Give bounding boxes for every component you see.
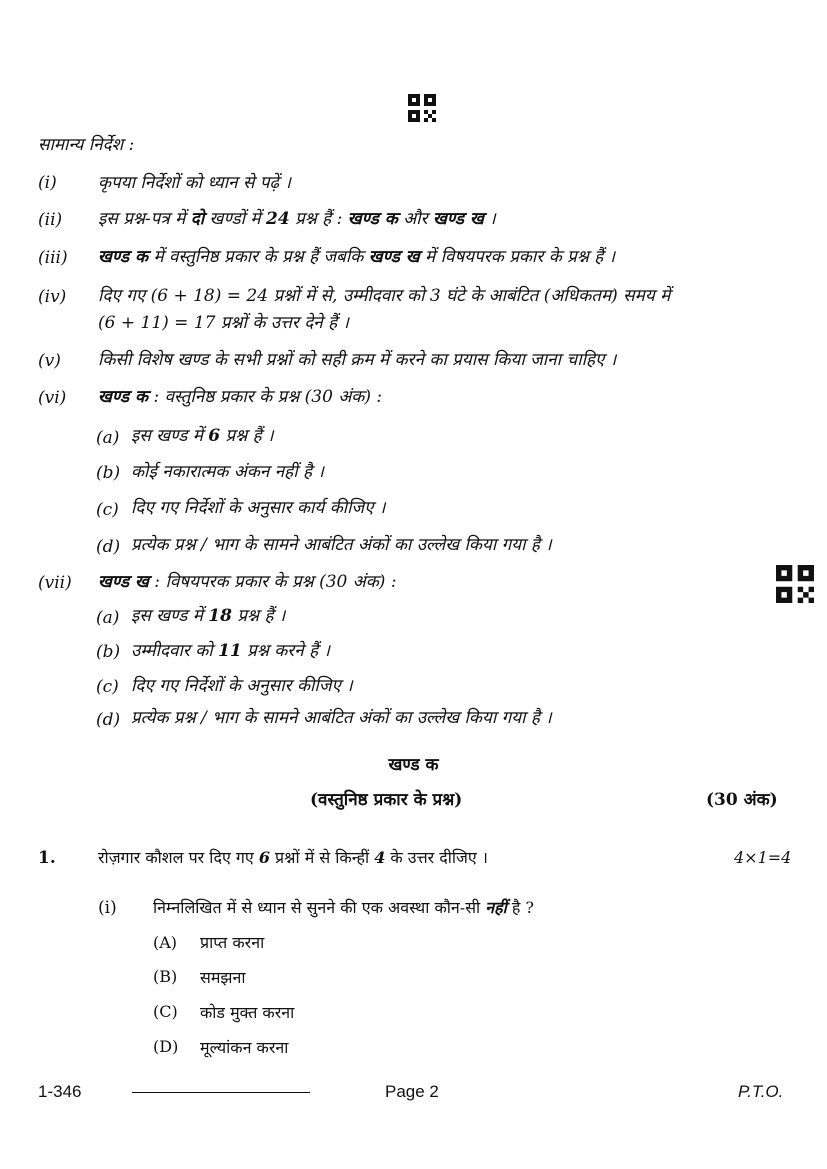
section-subtitle: (वस्तुनिष्ठ प्रकार के प्रश्न) bbox=[310, 790, 463, 810]
sub-item-number: (b) bbox=[96, 642, 121, 662]
instruction-number: (vi) bbox=[38, 388, 67, 408]
sub-item-number: (d) bbox=[96, 537, 121, 557]
sub-item-number: (a) bbox=[96, 428, 120, 448]
sub-item-text: प्रत्येक प्रश्न / भाग के सामने आबंटित अंकों का उल्लेख किया गया है । bbox=[131, 708, 552, 728]
sub-item-number: (b) bbox=[96, 463, 121, 483]
instruction-text: कृपया निर्देशों को ध्यान से पढ़ें । bbox=[98, 173, 291, 193]
sub-item-text: कोई नकारात्मक अंकन नहीं है । bbox=[131, 462, 324, 482]
instruction-text: किसी विशेष खण्ड के सभी प्रश्नों को सही क्रम में करने का प्रयास किया जाना चाहिए । bbox=[98, 350, 617, 370]
instruction-text-cont: (6 + 11) = 17 प्रश्नों के उत्तर देने हैं । bbox=[98, 313, 349, 333]
sub-item-number: (c) bbox=[96, 677, 119, 697]
footer-code: 1-346 bbox=[38, 1082, 82, 1101]
sub-item-text: दिए गए निर्देशों के अनुसार कार्य कीजिए । bbox=[131, 498, 386, 518]
instruction-text: इस प्रश्न-पत्र में दो खण्डों में 24 प्रश्न हैं : खण्ड क और खण्ड ख । bbox=[98, 209, 496, 229]
sub-item-text: प्रत्येक प्रश्न / भाग के सामने आबंटित अंकों का उल्लेख किया गया है । bbox=[131, 535, 552, 555]
question-text: रोज़गार कौशल पर दिए गए 6 प्रश्नों में से किन्हीं 4 के उत्तर दीजिए । bbox=[98, 848, 488, 867]
question-number: 1. bbox=[38, 848, 56, 868]
option-text: मूल्यांकन करना bbox=[200, 1038, 289, 1057]
option-text: कोड मुक्त करना bbox=[200, 1003, 295, 1022]
instruction-number: (iii) bbox=[38, 248, 68, 268]
sub-question-number: (i) bbox=[98, 898, 117, 918]
sub-item-number: (c) bbox=[96, 500, 119, 520]
option-text: समझना bbox=[200, 968, 246, 987]
question-marks: 4×1=4 bbox=[734, 848, 792, 867]
instruction-number: (ii) bbox=[38, 210, 63, 230]
sub-item-text: इस खण्ड में 18 प्रश्न हैं । bbox=[131, 606, 286, 626]
sub-question-text: निम्नलिखित में से ध्यान से सुनने की एक अवस्था कौन-सी नहीं है ? bbox=[153, 898, 535, 917]
option-label: (C) bbox=[153, 1002, 178, 1021]
option-text: प्राप्त करना bbox=[200, 933, 265, 952]
footer-pto: P.T.O. bbox=[738, 1082, 784, 1101]
option-label: (B) bbox=[153, 967, 178, 986]
qr-code-side bbox=[776, 565, 814, 603]
instruction-text: खण्ड क में वस्तुनिष्ठ प्रकार के प्रश्न हैं जबकि खण्ड ख में विषयपरक प्रकार के प्रश्न हैं । bbox=[98, 247, 616, 267]
section-title: खण्ड क bbox=[388, 755, 439, 775]
sub-item-text: इस खण्ड में 6 प्रश्न हैं । bbox=[131, 426, 274, 446]
sub-item-text: दिए गए निर्देशों के अनुसार कीजिए । bbox=[131, 676, 353, 696]
instruction-number: (v) bbox=[38, 351, 61, 371]
sub-item-number: (d) bbox=[96, 710, 121, 730]
footer-divider bbox=[132, 1092, 310, 1093]
general-instructions-heading: सामान्य निर्देश : bbox=[38, 135, 135, 155]
sub-item-number: (a) bbox=[96, 608, 120, 628]
instruction-text: खण्ड क : वस्तुनिष्ठ प्रकार के प्रश्न (30 अंक) : bbox=[98, 387, 383, 407]
instruction-number: (vii) bbox=[38, 573, 72, 593]
sub-item-text: उम्मीदवार को 11 प्रश्न करने हैं । bbox=[131, 641, 330, 661]
option-label: (A) bbox=[153, 933, 178, 952]
instruction-number: (i) bbox=[38, 173, 57, 193]
section-marks: (30 अंक) bbox=[706, 790, 778, 810]
qr-code-top bbox=[408, 94, 436, 122]
instruction-number: (iv) bbox=[38, 287, 67, 307]
footer-page: Page 2 bbox=[385, 1082, 439, 1101]
option-label: (D) bbox=[153, 1037, 179, 1056]
instruction-text: दिए गए (6 + 18) = 24 प्रश्नों में से, उम्मीदवार को 3 घंटे के आबंटित (अधिकतम) समय में bbox=[98, 286, 671, 306]
instruction-text: खण्ड ख : विषयपरक प्रकार के प्रश्न (30 अंक) : bbox=[98, 572, 397, 592]
